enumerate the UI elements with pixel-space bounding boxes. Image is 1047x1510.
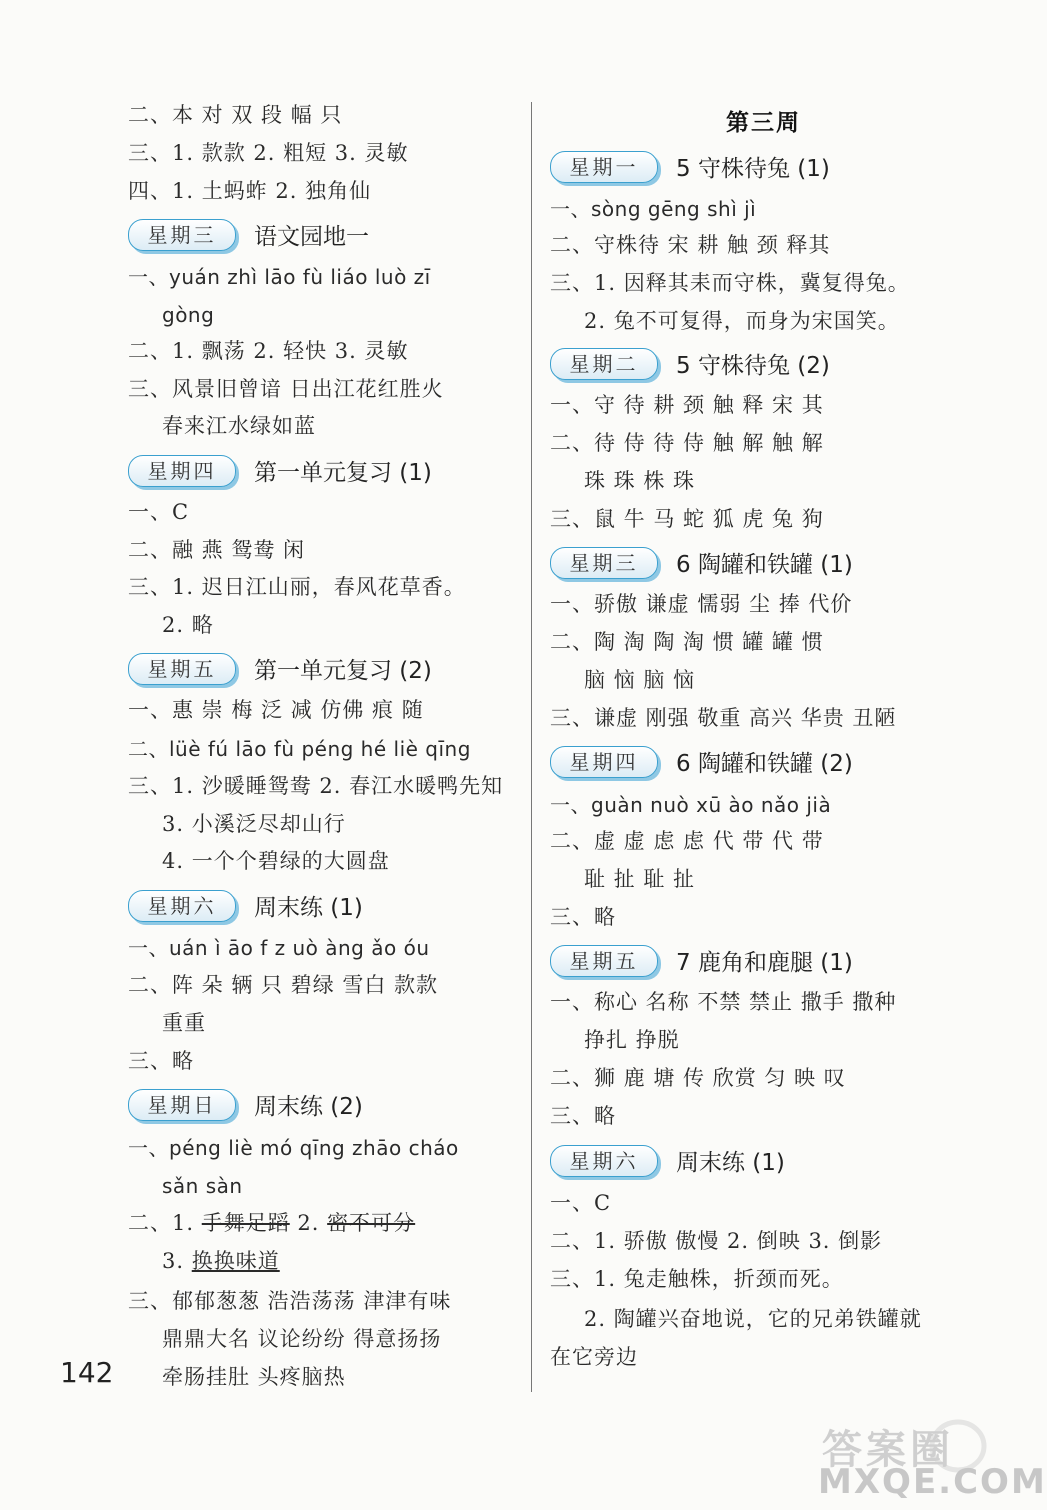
section-header-friday	[128, 652, 432, 686]
section-header-friday	[550, 944, 853, 978]
section-header-monday	[550, 150, 830, 184]
answer-line: 一、sòng gēng shì jì	[550, 197, 757, 221]
section-title: 第一单元复习 (1)	[254, 460, 432, 486]
section-title: 6 陶罐和铁罐 (2)	[676, 751, 853, 777]
section-title: 7 鹿角和鹿腿 (1)	[676, 950, 853, 976]
answer-line: 三、鼠 牛 马 蛇 狐 虎 兔 狗	[550, 507, 824, 531]
day-badge: 星期日	[128, 1089, 236, 1121]
struck-answer: 手舞足蹈	[201, 1211, 290, 1235]
answer-line: 3. 小溪泛尽却山行	[162, 812, 346, 836]
answer-line: gòng	[162, 303, 215, 327]
answer-line: 春来江水绿如蓝	[162, 414, 316, 438]
section-title: 5 守株待兔 (2)	[676, 353, 830, 379]
section-header-saturday	[550, 1144, 785, 1178]
answer-line: 二、虚 虚 虑 虑 代 带 代 带	[550, 829, 824, 853]
answer-line: 三、1. 因释其耒而守株，冀复得兔。	[550, 271, 910, 295]
answer-line: 二、1. 飘荡 2. 轻快 3. 灵敏	[128, 339, 409, 363]
answer-line: 三、风景旧曾谙 日出江花红胜火	[128, 377, 444, 401]
week-title: 第三周	[726, 110, 801, 136]
answer-line: sǎn sàn	[162, 1174, 243, 1198]
section-title: 语文园地一	[254, 224, 369, 250]
answer-line: 二、陶 淘 陶 淘 惯 罐 罐 惯	[550, 630, 824, 654]
answer-line: 三、略	[550, 905, 616, 929]
answer-line: 3. 换换味道	[162, 1249, 280, 1273]
answer-line: 三、郁郁葱葱 浩浩荡荡 津津有味	[128, 1289, 452, 1313]
answer-line: 三、1. 兔走触株，折颈而死。	[550, 1267, 844, 1291]
answer-line: 三、略	[128, 1049, 194, 1073]
answer-line: 一、骄傲 谦虚 懦弱 尘 捧 代价	[550, 592, 853, 616]
answer-line: 耻 扯 耻 扯	[584, 867, 696, 891]
answer-line: 重重	[162, 1011, 206, 1035]
section-header-wednesday	[128, 218, 369, 252]
section-header-saturday	[128, 889, 363, 923]
answer-line: 一、守 待 耕 颈 触 释 宋 其	[550, 393, 824, 417]
section-header-wednesday	[550, 546, 853, 580]
day-badge: 星期六	[550, 1145, 658, 1177]
section-title: 6 陶罐和铁罐 (1)	[676, 552, 853, 578]
section-header-sunday	[128, 1088, 363, 1122]
answer-line: 二、1. 骄傲 傲慢 2. 倒映 3. 倒影	[550, 1229, 883, 1253]
answer-line: 一、uán ì āo f z uò àng ǎo óu	[128, 936, 430, 960]
answer-line: 牵肠挂肚 头疼脑热	[162, 1365, 346, 1389]
answer-line: 挣扎 挣脱	[584, 1028, 680, 1052]
answer-line: 二、1. 手舞足蹈 2. 密不可分	[128, 1211, 416, 1235]
answer-line: 4. 一个个碧绿的大圆盘	[162, 849, 390, 873]
section-header-thursday	[128, 454, 432, 488]
answer-line: 2. 陶罐兴奋地说，它的兄弟铁罐就	[584, 1307, 922, 1331]
answer-line: 二、融 燕 鸳鸯 闲	[128, 538, 306, 562]
answer-line: 2. 兔不可复得，而身为宋国笑。	[584, 309, 900, 333]
answer-line: 二、守株待 宋 耕 触 颈 释其	[550, 233, 831, 257]
answer-line: 一、yuán zhì lāo fù liáo luò zī	[128, 265, 431, 289]
watermark-url: MXQE.COM	[818, 1462, 1047, 1502]
underlined-answer: 换换味道	[191, 1249, 280, 1273]
section-title: 周末练 (2)	[254, 1094, 363, 1120]
day-badge: 星期四	[550, 746, 658, 778]
struck-answer: 密不可分	[327, 1211, 416, 1235]
day-badge: 星期五	[128, 653, 236, 685]
day-badge: 星期三	[128, 219, 236, 251]
answer-line: 一、惠 崇 梅 泛 减 仿佛 痕 随	[128, 698, 424, 722]
section-title: 周末练 (1)	[676, 1150, 785, 1176]
answer-line: 二、阵 朵 辆 只 碧绿 雪白 款款	[128, 973, 439, 997]
day-badge: 星期一	[550, 151, 658, 183]
page-number: 142	[60, 1356, 114, 1389]
column-divider	[531, 102, 532, 1392]
answer-line: 在它旁边	[550, 1345, 638, 1369]
answer-line: 三、谦虚 刚强 敬重 高兴 华贵 丑陋	[550, 706, 897, 730]
answer-line: 三、1. 迟日江山丽，春风花草香。	[128, 575, 466, 599]
answer-line: 脑 恼 脑 恼	[584, 668, 696, 692]
answer-line: 一、C	[128, 500, 190, 524]
section-title: 周末练 (1)	[254, 895, 363, 921]
section-header-thursday	[550, 745, 853, 779]
answer-line: 三、1. 沙暖睡鸳鸯 2. 春江水暖鸭先知	[128, 774, 504, 798]
answer-line: 鼎鼎大名 议论纷纷 得意扬扬	[162, 1327, 442, 1351]
answer-line: 一、称心 名称 不禁 禁止 撒手 撒种	[550, 990, 897, 1014]
answer-line: 一、péng liè mó qīng zhāo cháo	[128, 1136, 459, 1160]
answer-line: 二、本 对 双 段 幅 只	[128, 103, 343, 127]
answer-line: 四、1. 土蚂蚱 2. 独角仙	[128, 179, 372, 203]
day-badge: 星期六	[128, 890, 236, 922]
day-badge: 星期四	[128, 455, 236, 487]
answer-line: 三、略	[550, 1104, 616, 1128]
answer-line: 2. 略	[162, 613, 214, 637]
answer-line: 二、lüè fú lāo fù péng hé liè qīng	[128, 737, 471, 761]
watermark-cn: 答案圈	[822, 1427, 954, 1473]
answer-line: 二、狮 鹿 塘 传 欣赏 匀 映 叹	[550, 1066, 846, 1090]
day-badge: 星期三	[550, 547, 658, 579]
section-title: 第一单元复习 (2)	[254, 658, 432, 684]
section-header-tuesday	[550, 347, 830, 381]
day-badge: 星期二	[550, 348, 658, 380]
section-title: 5 守株待兔 (1)	[676, 156, 830, 182]
answer-line: 三、1. 款款 2. 粗短 3. 灵敏	[128, 141, 409, 165]
answer-line: 一、C	[550, 1191, 612, 1215]
answer-line: 二、待 侍 待 侍 触 解 触 解	[550, 431, 824, 455]
day-badge: 星期五	[550, 945, 658, 977]
answer-line: 珠 珠 株 珠	[584, 469, 696, 493]
answer-line: 一、guàn nuò xū ào nǎo jià	[550, 793, 832, 817]
